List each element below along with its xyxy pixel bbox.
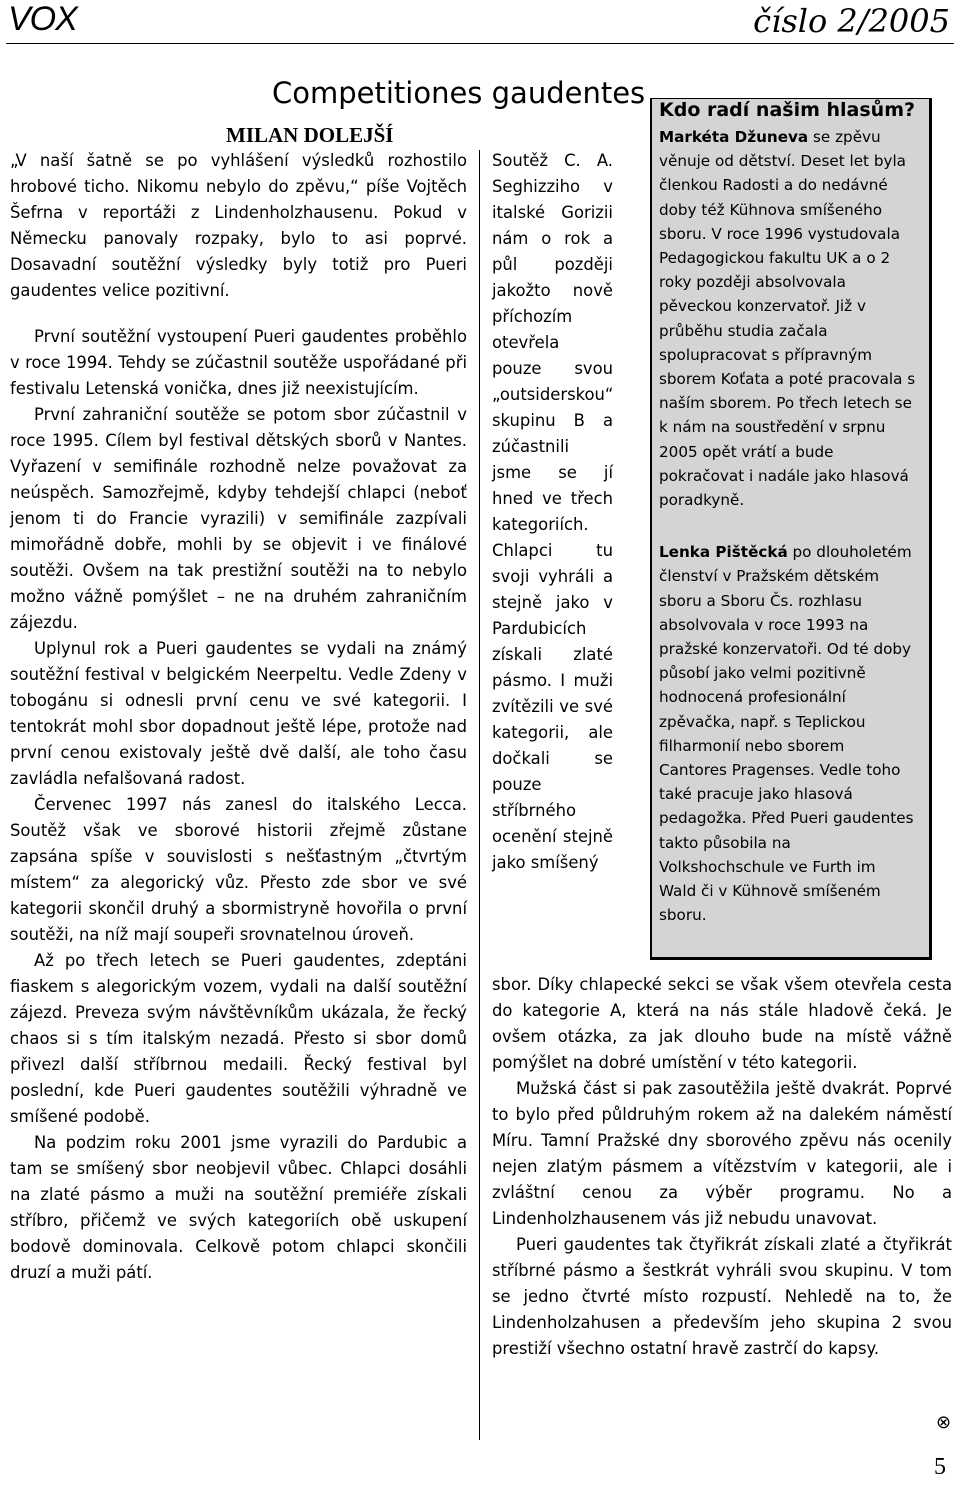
sidebar-entry-name: Lenka Pištěcká: [659, 543, 788, 562]
paragraph: První zahraniční soutěže se potom sbor zúčastnil v roce 1995. Cílem byl festival dětských sborů v Nantes. Vyřazení v semifinále rozhodně nelze považovat za neúspěch. Samozřejmě, kdyby tehdejší chlapci (neboť jenom ti do Francie vyrazili) v semifinále zazpívali mimořádně dobře, mohli by se objevit i ve finálové soutěži. Ovšem na tak prestižní soutěži na to nebylo možno vážně pomýšlet – ne na druhém zahraničním zájezdu.: [10, 405, 467, 632]
sidebar-box: [650, 98, 932, 960]
header-issue: číslo 2/2005: [753, 2, 950, 40]
end-mark-icon: ⊗: [936, 1412, 952, 1433]
article-column-3: [492, 972, 952, 1362]
paragraph: Uplynul rok a Pueri gaudentes se vydali na známý soutěžní festival v belgickém Neerpeltu. Vedle Zdeny v tobogánu si odnesli první cenu ve své kategorii. I tentokrát mohl sbor dopadnout ještě lépe, protože nad první cenou existovaly ještě dvě další, ale toho času zavládla nefalšovaná radost.: [10, 639, 467, 788]
article-author: MILAN DOLEJŠÍ: [226, 123, 394, 147]
column-divider: [479, 150, 480, 1440]
sidebar-entry: [659, 540, 916, 927]
paragraph: První soutěžní vystoupení Pueri gaudentes proběhlo v roce 1994. Tehdy se zúčastnil soutěže uspořádané při festivalu Letenská vonička, dnes již neexistujícím.: [10, 327, 467, 398]
article-column-1: [10, 148, 467, 1286]
paragraph: „V naší šatně se po vyhlášení výsledků rozhostilo hrobové ticho. Nikomu nebylo do zpěvu,“ píše Vojtěch Šefrna v reportáži z Lindenholzhausenu. Pokud v Německu panovaly rozpaky, bylo to asi poprvé. Dosavadní soutěžní výsledky byly totiž pro Pueri gaudentes velice pozitivní.: [10, 151, 467, 300]
paragraph: Až po třech letech se Pueri gaudentes, zdeptáni fiaskem s alegorickým vozem, vydali na další soutěžní zájezd. Preveza svým návštěvníkům ukázala, že řecký chaos si s tím italským nezadá. Přesto si sbor domů přivezl další stříbrnou medaili. Řecký festival byl poslední, kde Pueri gaudentes soutěžili výhradně ve smíšené podobě.: [10, 951, 467, 1126]
paragraph: Soutěž C. A. Seghizziho v italské Gorizii nám o rok a půl později jakožto nově příchozím otevřela pouze svou „outsiderskou“ skupinu B a zúčastnili jsme se jí hned ve třech kategoriích. Chlapci tu svoji vyhráli a stejně jako v Pardubicích získali zlaté pásmo. I muži zvítězili ve své kategorii, ale dočkali se pouze stříbrného ocenění stejně jako smíšený: [492, 151, 614, 872]
page-number: 5: [934, 1454, 946, 1480]
sidebar-entry: [659, 125, 916, 512]
sidebar-text: [659, 125, 916, 928]
sidebar-entry-text: po dlouholetém členství v Pražském dětském sboru a Sboru Čs. rozhlasu absolvovala v roce 1993 na pražské konzervatoři. Od té doby působí jako velmi pozitivně hodnocená profesionální zpěvačka, např. s Teplickou filharmonií nebo sborem Cantores Pragenses. Vedle toho také pracuje jako hlasová pedagožka. Před Pueri gaudentes takto působila na Volkshochschule ve Furth im Wald či v Kühnově smíšeném sboru.: [659, 543, 914, 925]
paragraph: Červenec 1997 nás zanesl do italského Lecca. Soutěž však ve sborové historii zřejmě zůstane zapsána spíše v souvislosti s nešťastným „čtvrtým místem“ za alegorický vůz. Přesto zde sbor ve své kategorii skončil druhý a sbormistryně hovořila o první soutěži, na níž mají soupeři srovnatelnou úroveň.: [10, 795, 467, 944]
paragraph: Mužská část si pak zasoutěžila ještě dvakrát. Poprvé to bylo před půldruhým rokem až na dalekém náměstí Míru. Tamní Pražské dny sborového zpěvu nás ocenily nejen zlatým pásmem a vítězstvím v kategorii, ale i zvláštní cenou za výběr programu. No a Lindenholzhausenem vás již nebudu unavovat.: [492, 1079, 952, 1228]
paragraph: Pueri gaudentes tak čtyřikrát získali zlaté a čtyřikrát stříbrné pásmo a šestkrát vyhráli svou skupinu. V tom se jedno čtvrté místo rozpustí. Nehledě na to, že Lindenholzahusen a především jeho skupina 2 svou prestiží všechno ostatní hravě zastrčí do kapsy.: [492, 1235, 952, 1358]
header-rule: [6, 43, 954, 44]
sidebar-title: Kdo radí našim hlasům?: [659, 99, 916, 121]
paragraph: sbor. Díky chlapecké sekci se však všem otevřela cesta do kategorie A, která na nás stále hladově čeká. Je ovšem otázka, za jak dlouho bude na místě vážně pomýšlet na dobré umístění v této kategorii.: [492, 975, 952, 1072]
paragraph: Na podzim roku 2001 jsme vyrazili do Pardubic a tam se smíšený sbor neobjevil vůbec. Chlapci dosáhli na zlaté pásmo a muži na soutěžní premiéře získali stříbro, přičemž ve svých kategoriích obě uskupení bodově dominovala. Celkově potom chlapci skončili druzí a muži pátí.: [10, 1133, 467, 1282]
sidebar-entry-name: Markéta Džuneva: [659, 128, 809, 146]
article-column-2: [492, 148, 613, 876]
article-title: Competitiones gaudentes: [272, 76, 646, 110]
sidebar-entry-text: se zpěvu věnuje od dětství. Deset let byla členkou Radosti a do nedávné doby též Kühnova smíšeného sboru. V roce 1996 vystudovala Pedagogickou fakultu UK a o 2 roky později absolvovala pěveckou konzervatoř. Již v průběhu studia začala spolupracovat s přípravným sborem Koťata a poté pracovala s naším sborem. Po třech letech se k nám na soustředění v srpnu 2005 opět vrátí a bude pokračovat i nadále jako hlasová poradkyně.: [659, 128, 916, 510]
header-magazine-name: VOX: [8, 0, 77, 38]
